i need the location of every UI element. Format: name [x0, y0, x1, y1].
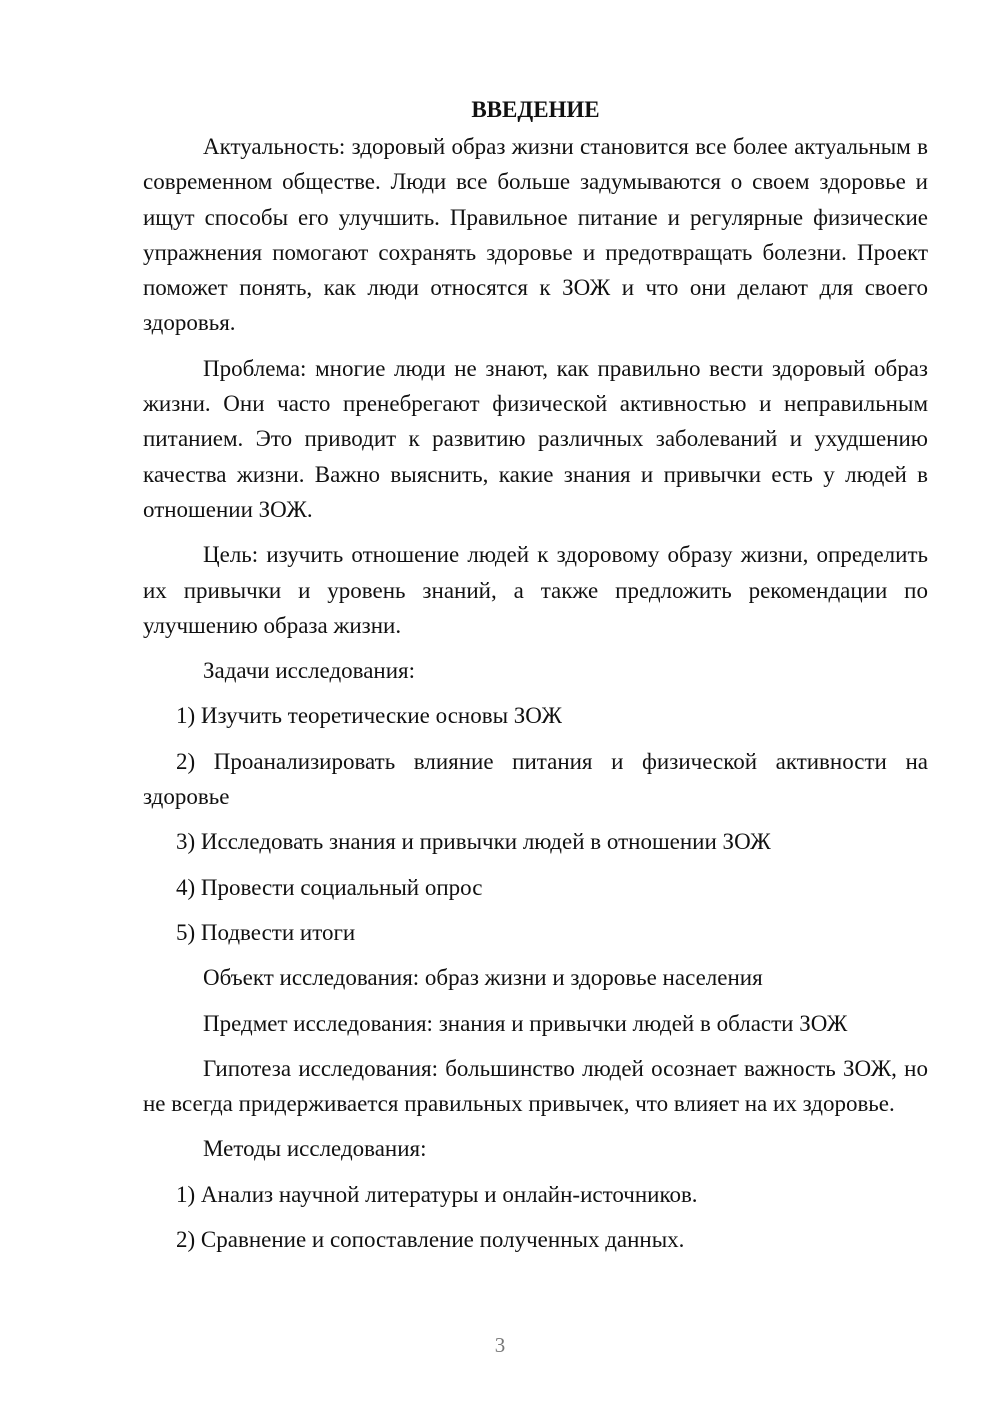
paragraph-hypothesis: Гипотеза исследования: большинство людей осознает важность ЗОЖ, но не всегда придерживается правильных привычек, что влияет на их здоровье. [143, 1055, 928, 1117]
paragraph-subject: Предмет исследования: знания и привычки людей в области ЗОЖ [203, 1010, 848, 1036]
paragraph-goal: Цель: изучить отношение людей к здоровому образу жизни, определить их привычки и уровень знаний, а также предложить рекомендации по улучшению образа жизни. [143, 542, 928, 638]
method-item: 2) Сравнение и сопоставление полученных данных. [176, 1227, 685, 1253]
paragraph-problem: Проблема: многие люди не знают, как правильно вести здоровый образ жизни. Они часто пренебрегают физической активностью и неправильным питанием. Это приводит к развитию различных заболеваний и ухудшению качества жизни. Важно выяснить, какие знания и привычки есть у людей в отношении ЗОЖ. [143, 355, 928, 522]
methods-heading: Методы исследования: [203, 1136, 427, 1162]
task-item: 4) Провести социальный опрос [176, 874, 483, 900]
method-item: 1) Анализ научной литературы и онлайн-источников. [176, 1181, 698, 1207]
tasks-heading: Задачи исследования: [203, 658, 416, 684]
page-number: 3 [494, 1333, 506, 1357]
paragraph-relevance: Актуальность: здоровый образ жизни становится все более актуальным в современном обществе. Люди все больше задумываются о своем здоровье и ищут способы его улучшить. Правильное питание и регулярные физические упражнения помогают сохранять здоровье и предотвращать болезни. Проект поможет понять, как люди относятся к ЗОЖ и что они делают для своего здоровья. [143, 134, 928, 336]
task-item: 2) Проанализировать влияние питания и физической активности на здоровье [143, 748, 928, 810]
task-item: 3) Исследовать знания и привычки людей в отношении ЗОЖ [176, 829, 771, 855]
task-item: 5) Подвести итоги [176, 919, 356, 945]
document-page [143, 92, 928, 1257]
task-item: 1) Изучить теоретические основы ЗОЖ [176, 703, 562, 729]
section-title: ВВЕДЕНИЕ [471, 97, 600, 122]
paragraph-object: Объект исследования: образ жизни и здоровье населения [203, 965, 763, 991]
